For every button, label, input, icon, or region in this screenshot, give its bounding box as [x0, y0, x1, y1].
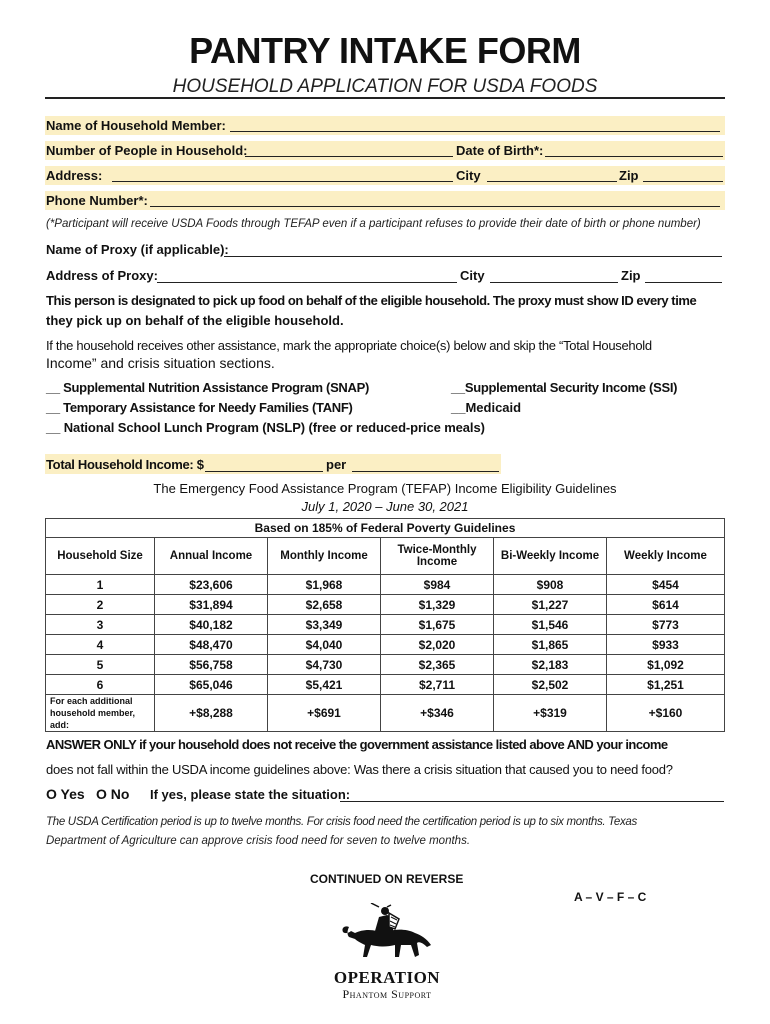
zip-field[interactable]: [643, 181, 723, 182]
people-in-household-field[interactable]: [245, 156, 453, 157]
crisis-question: ANSWER ONLY if your household does not receive the government assistance listed above AND your income: [46, 737, 668, 752]
column-header: Household Size: [46, 538, 155, 575]
table-cell: $2,502: [494, 675, 607, 695]
certification-note: The USDA Certification period is up to twelve months. For crisis food need the certification period is up to six months. Texas: [46, 816, 637, 828]
table-cell: $984: [381, 575, 494, 595]
table-cell: $2,183: [494, 655, 607, 675]
table-cell: $2,711: [381, 675, 494, 695]
page-title: PANTRY INTAKE FORM: [189, 30, 581, 71]
column-header: Bi-Weekly Income: [494, 538, 607, 575]
proxy-designation-text-2: they pick up on behalf of the eligible household.: [46, 313, 344, 328]
table-cell: 3: [46, 615, 155, 635]
table-cell: $3,349: [268, 615, 381, 635]
table-cell: $1,865: [494, 635, 607, 655]
table-row-additional: [46, 695, 725, 732]
address-field[interactable]: [112, 181, 453, 182]
snap-checkbox[interactable]: __ Supplemental Nutrition Assistance Program (SNAP): [46, 380, 370, 395]
table-cell: 6: [46, 675, 155, 695]
table-cell: $4,040: [268, 635, 381, 655]
table-cell: $65,046: [155, 675, 268, 695]
table-cell: $614: [607, 595, 725, 615]
table-cell: +$319: [494, 695, 607, 732]
column-header: Weekly Income: [607, 538, 725, 575]
city-field[interactable]: [487, 181, 617, 182]
ssi-checkbox[interactable]: __Supplemental Security Income (SSI): [451, 380, 678, 395]
tanf-checkbox[interactable]: __ Temporary Assistance for Needy Families (TANF): [46, 400, 353, 415]
table-cell: $2,020: [381, 635, 494, 655]
participant-note: (*Participant will receive USDA Foods through TEFAP even if a participant refuses to provide their date of birth or phone number): [46, 218, 701, 230]
table-cell: 4: [46, 635, 155, 655]
crisis-no-radio[interactable]: O No: [96, 786, 130, 802]
assistance-instruction-2: Income” and crisis situation sections.: [46, 355, 275, 371]
city-label: City: [456, 168, 481, 183]
proxy-zip-label: Zip: [621, 268, 641, 283]
income-guidelines-table: [45, 518, 725, 732]
table-row: [46, 615, 725, 635]
horse-rider-logo-icon: [335, 903, 439, 965]
additional-member-label: [46, 695, 155, 732]
income-per-field[interactable]: [352, 471, 499, 472]
column-header: Monthly Income: [268, 538, 381, 575]
date-of-birth-label: Date of Birth*:: [456, 143, 544, 158]
total-income-label: Total Household Income: $: [46, 457, 204, 472]
zip-label: Zip: [619, 168, 639, 183]
people-in-household-label: Number of People in Household:: [46, 143, 248, 158]
guidelines-period: July 1, 2020 – June 30, 2021: [301, 499, 469, 514]
logo-text-phantom-support: Phantom Support: [342, 987, 432, 1001]
page-subtitle: HOUSEHOLD APPLICATION FOR USDA FOODS: [172, 76, 598, 97]
column-header: Annual Income: [155, 538, 268, 575]
table-basis: Based on 185% of Federal Poverty Guidelines: [46, 519, 725, 538]
table-cell: 5: [46, 655, 155, 675]
additional-label-line: household member, add:: [50, 708, 136, 730]
household-member-label: Name of Household Member:: [46, 118, 226, 133]
income-per-label: per: [326, 457, 347, 472]
total-income-field[interactable]: [205, 471, 323, 472]
table-cell: $56,758: [155, 655, 268, 675]
crisis-yes-radio[interactable]: O Yes: [46, 786, 85, 802]
table-cell: $31,894: [155, 595, 268, 615]
proxy-address-label: Address of Proxy:: [46, 268, 158, 283]
table-cell: $1,968: [268, 575, 381, 595]
table-cell: +$346: [381, 695, 494, 732]
table-cell: +$160: [607, 695, 725, 732]
certification-note-2: Department of Agriculture can approve crisis food need for seven to twelve months.: [46, 835, 471, 847]
proxy-city-label: City: [460, 268, 485, 283]
proxy-name-label: Name of Proxy (if applicable):: [46, 242, 229, 257]
phone-field[interactable]: [150, 206, 720, 207]
table-cell: $5,421: [268, 675, 381, 695]
proxy-name-field[interactable]: [224, 256, 722, 257]
guidelines-title: The Emergency Food Assistance Program (TEFAP) Income Eligibility Guidelines: [153, 481, 617, 496]
title-divider: [45, 97, 725, 99]
form-code: A – V – F – C: [574, 890, 647, 904]
table-cell: $1,251: [607, 675, 725, 695]
table-row: [46, 635, 725, 655]
table-cell: $1,329: [381, 595, 494, 615]
crisis-state-label: If yes, please state the situation:: [150, 787, 351, 802]
table-cell: $454: [607, 575, 725, 595]
nslp-checkbox[interactable]: __ National School Lunch Program (NSLP) (free or reduced-price meals): [46, 420, 485, 435]
table-cell: $23,606: [155, 575, 268, 595]
proxy-address-field[interactable]: [157, 282, 457, 283]
table-cell: $2,365: [381, 655, 494, 675]
table-cell: $908: [494, 575, 607, 595]
column-header: Twice-Monthly Income: [381, 538, 494, 575]
crisis-situation-field[interactable]: [340, 801, 724, 802]
proxy-zip-field[interactable]: [645, 282, 722, 283]
household-member-field[interactable]: [230, 131, 720, 132]
table-cell: $40,182: [155, 615, 268, 635]
table-row: [46, 575, 725, 595]
table-row: [46, 595, 725, 615]
address-label: Address:: [46, 168, 103, 183]
table-cell: $933: [607, 635, 725, 655]
additional-label-line: For each additional: [50, 696, 133, 706]
table-cell: $1,092: [607, 655, 725, 675]
date-of-birth-field[interactable]: [545, 156, 723, 157]
crisis-question-2: does not fall within the USDA income guidelines above: Was there a crisis situation that caused you to need food?: [46, 762, 673, 777]
logo-text-operation: OPERATION: [333, 968, 441, 987]
continued-on-reverse: CONTINUED ON REVERSE: [310, 872, 464, 886]
table-cell: $1,675: [381, 615, 494, 635]
table-cell: +$691: [268, 695, 381, 732]
medicaid-checkbox[interactable]: __Medicaid: [451, 400, 522, 415]
table-cell: +$8,288: [155, 695, 268, 732]
table-cell: $4,730: [268, 655, 381, 675]
proxy-designation-text: This person is designated to pick up food on behalf of the eligible household. The proxy must show ID every time: [46, 293, 697, 308]
table-cell: $1,546: [494, 615, 607, 635]
phone-label: Phone Number*:: [46, 193, 148, 208]
table-cell: $2,658: [268, 595, 381, 615]
table-cell: $773: [607, 615, 725, 635]
table-cell: 2: [46, 595, 155, 615]
assistance-instruction: If the household receives other assistance, mark the appropriate choice(s) below and skip the “Total Household: [46, 338, 652, 353]
table-cell: 1: [46, 575, 155, 595]
proxy-city-field[interactable]: [490, 282, 618, 283]
table-row: [46, 675, 725, 695]
table-row: [46, 655, 725, 675]
table-cell: $48,470: [155, 635, 268, 655]
table-cell: $1,227: [494, 595, 607, 615]
